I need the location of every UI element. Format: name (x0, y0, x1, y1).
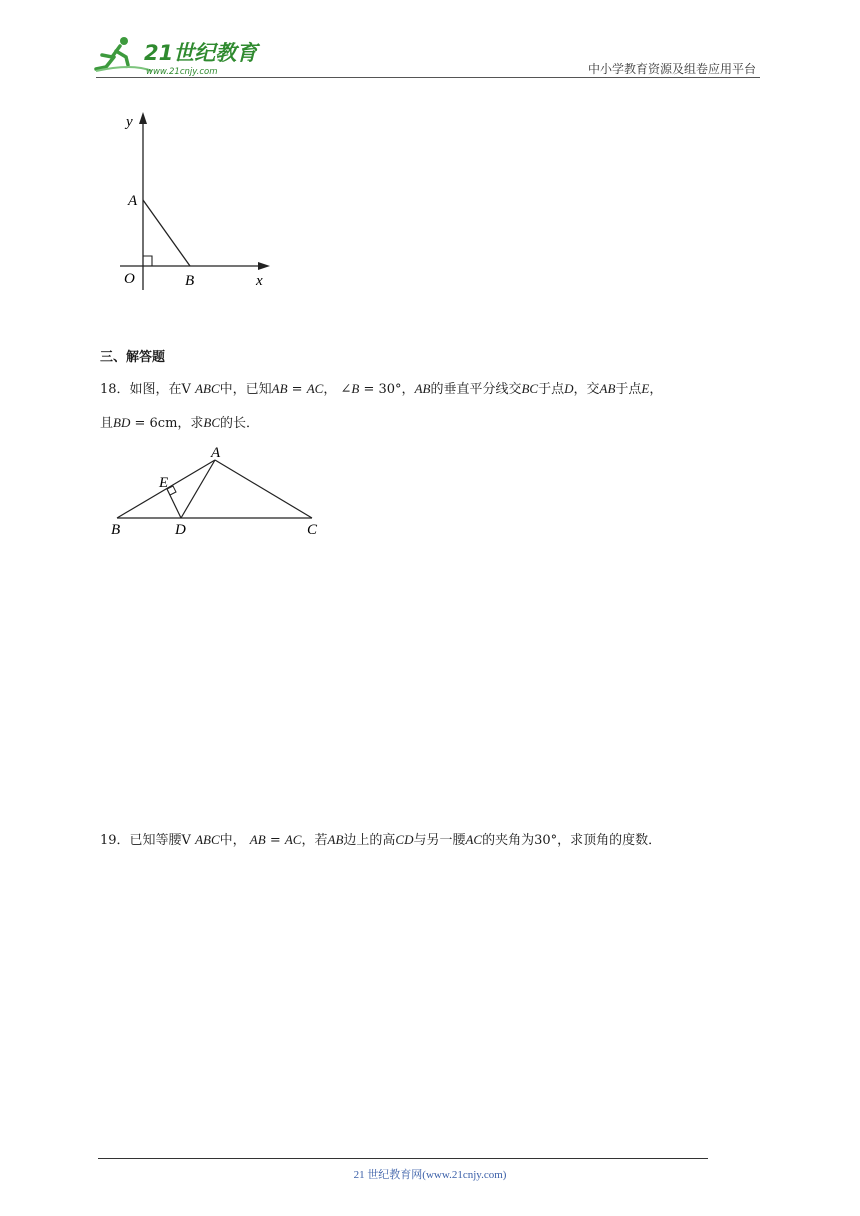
segment-ad (181, 460, 215, 518)
site-logo (92, 33, 262, 81)
section-title: 三、解答题 (100, 350, 166, 365)
logo-url: www.21cnjy.com (146, 67, 218, 77)
site-name: 中小学教育资源及组卷应用平台 (587, 62, 756, 76)
triangle-figure (105, 442, 335, 542)
right-angle-mark (143, 256, 152, 266)
footer-text: 21 世纪教育网(www.21cnjy.com) (353, 1169, 507, 1181)
label-c: C (307, 522, 318, 538)
q18-line1: 18．如图，在V ABC中，已知AB = AC， ∠B = 30°，AB的垂直平分线交BC于点D，交AB于点E， (100, 381, 663, 397)
label-a: A (211, 445, 221, 461)
footer-divider (98, 1158, 708, 1159)
label-y: y (126, 114, 133, 130)
logo-text: 21世纪教育 (144, 41, 258, 65)
label-o: O (124, 271, 135, 287)
label-e: E (159, 475, 169, 491)
label-b: B (111, 522, 121, 538)
label-a: A (128, 193, 138, 209)
label-d: D (175, 522, 186, 538)
label-b: B (185, 273, 195, 289)
q18-line2: 且BD = 6cm，求BC的长． (100, 415, 260, 431)
axes-figure (110, 108, 280, 293)
y-axis-arrow (139, 112, 147, 124)
q19-line: 19．已知等腰V ABC中， AB = AC，若AB边上的高CD与另一腰AC的夹角为30°，求顶角的度数． (100, 832, 662, 848)
segment-ac (215, 460, 312, 518)
label-x: x (256, 273, 263, 289)
x-axis-arrow (258, 262, 270, 270)
header-divider (96, 77, 760, 78)
